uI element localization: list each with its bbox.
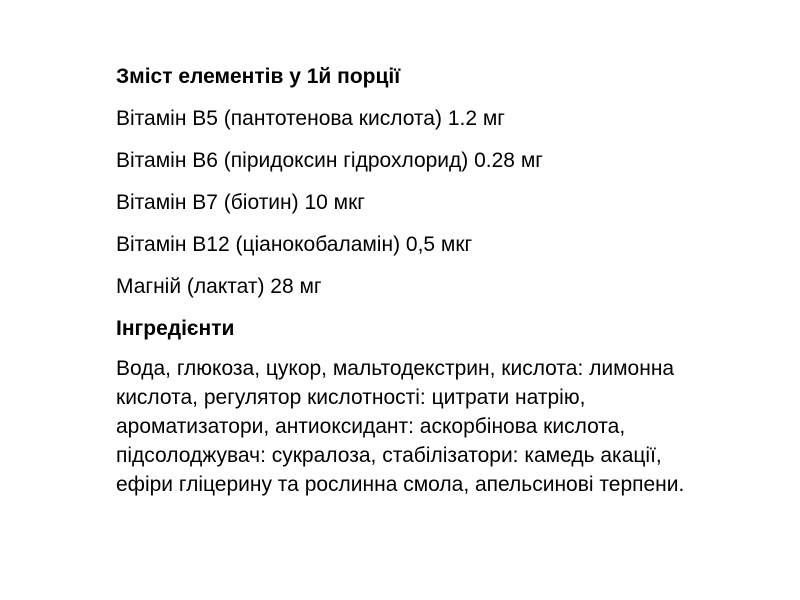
nutrient-vitamin-b6: Вітамін B6 (піридоксин гідрохлорид) 0.28 мг: [116, 149, 543, 172]
ingredients-text: Вода, глюкоза, цукор, мальтодекстрин, кислота: лимонна кислота, регулятор кислотності: цитрати натрію, ароматизатори, антиоксидант: аскорбінова кислота, підсолоджувач: сукралоза, стабілізатори: камедь акації, ефіри гліцерину та рослинна смола, апельсинові терпени.: [116, 357, 685, 496]
nutrient-vitamin-b7: Вітамін B7 (біотин) 10 мкг: [116, 191, 365, 214]
document-content: [116, 62, 716, 499]
nutrient-magnesium: Магній (лактат) 28 мг: [116, 275, 322, 298]
ingredients-heading: Інгредієнти: [116, 317, 235, 340]
nutrient-vitamin-b5: Вітамін B5 (пантотенова кислота) 1.2 мг: [116, 107, 505, 130]
composition-heading: Зміст елементів у 1й порції: [116, 65, 401, 88]
nutrient-vitamin-b12: Вітамін B12 (ціанокобаламін) 0,5 мкг: [116, 233, 473, 256]
